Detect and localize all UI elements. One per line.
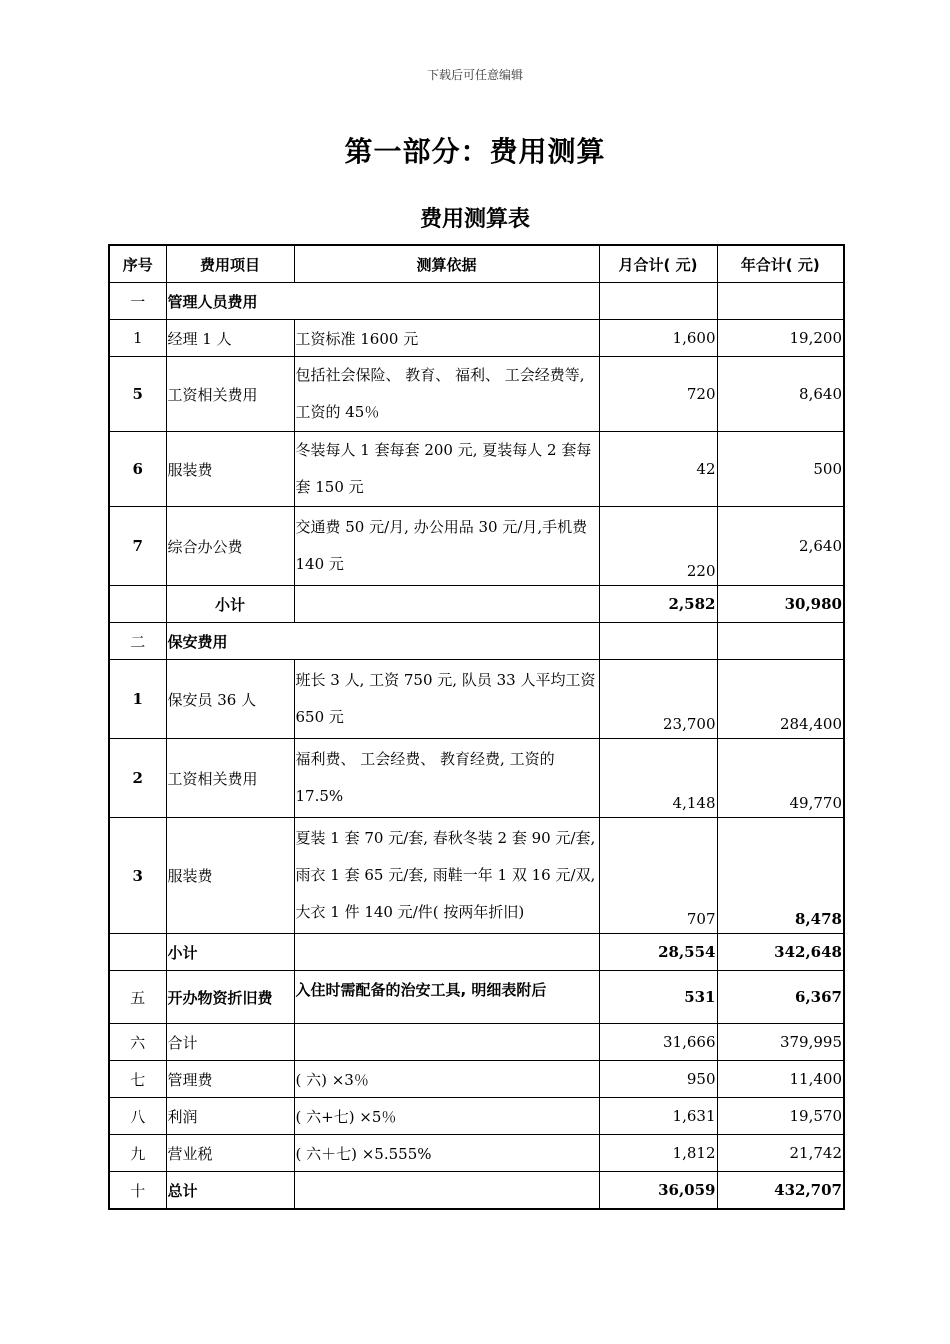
row-seq: 九	[109, 1135, 166, 1172]
row-seq: 3	[109, 818, 166, 934]
row-basis: ( 六＋七) ×5.555%	[294, 1135, 599, 1172]
row-seq: 2	[109, 739, 166, 818]
row-year: 49,770	[717, 739, 844, 818]
header-row	[109, 245, 844, 283]
row-month: 1,812	[599, 1135, 717, 1172]
row-item: 总计	[166, 1172, 294, 1210]
row-month: 1,631	[599, 1098, 717, 1135]
row-item: 合计	[166, 1024, 294, 1061]
empty-cell	[109, 934, 166, 971]
row-seq: 6	[109, 432, 166, 507]
table-row	[109, 320, 844, 357]
empty-cell	[599, 283, 717, 320]
row-item: 营业税	[166, 1135, 294, 1172]
row-item: 服装费	[166, 818, 294, 934]
subtotal-year: 342,648	[717, 934, 844, 971]
row-seq: 十	[109, 1172, 166, 1210]
section-label: 管理人员费用	[166, 283, 599, 320]
row-year: 11,400	[717, 1061, 844, 1098]
row-basis	[294, 1172, 599, 1210]
document-title: 第一部分：费用测算	[344, 135, 606, 168]
row-item: 综合办公费	[166, 507, 294, 586]
section-seq: 一	[109, 283, 166, 320]
section-label: 保安费用	[166, 623, 599, 660]
header-month: 月合计( 元)	[599, 245, 717, 283]
empty-cell	[294, 586, 599, 623]
table-row	[109, 1098, 844, 1135]
empty-cell	[717, 283, 844, 320]
total-row	[109, 1172, 844, 1210]
row-item: 服装费	[166, 432, 294, 507]
row-year: 284,400	[717, 660, 844, 739]
subtotal-row	[109, 586, 844, 623]
row-month: 531	[599, 971, 717, 1024]
subtotal-month: 28,554	[599, 934, 717, 971]
row-year: 6,367	[717, 971, 844, 1024]
subtotal-month: 2,582	[599, 586, 717, 623]
row-month: 1,600	[599, 320, 717, 357]
watermark-text: 下载后可任意编辑	[426, 68, 523, 82]
cost-estimate-table	[108, 244, 845, 1210]
row-basis: 夏装 1 套 70 元/套, 春秋冬装 2 套 90 元/套, 雨衣 1 套 65 元/套, 雨鞋一年 1 双 16 元/双, 大衣 1 件 140 元/件( 按两年折旧)	[294, 818, 599, 934]
section-row	[109, 283, 844, 320]
header-seq: 序号	[109, 245, 166, 283]
row-seq: 六	[109, 1024, 166, 1061]
subtotal-label: 小计	[166, 934, 294, 971]
row-seq: 7	[109, 507, 166, 586]
row-year: 2,640	[717, 507, 844, 586]
row-basis: ( 六) ×3％	[294, 1061, 599, 1098]
table-row	[109, 1024, 844, 1061]
row-basis: 福利费、 工会经费、 教育经费, 工资的 17.5%	[294, 739, 599, 818]
empty-cell	[109, 586, 166, 623]
table-row	[109, 507, 844, 586]
row-month: 36,059	[599, 1172, 717, 1210]
section-seq: 二	[109, 623, 166, 660]
table-row	[109, 971, 844, 1024]
table-row	[109, 818, 844, 934]
subtotal-row	[109, 934, 844, 971]
row-item: 开办物资折旧费	[166, 971, 294, 1024]
row-month: 4,148	[599, 739, 717, 818]
row-seq: 1	[109, 320, 166, 357]
row-basis: 工资标准 1600 元	[294, 320, 599, 357]
row-item: 管理费	[166, 1061, 294, 1098]
row-month: 720	[599, 357, 717, 432]
row-seq: 1	[109, 660, 166, 739]
header-item: 费用项目	[166, 245, 294, 283]
header-year: 年合计( 元)	[717, 245, 844, 283]
section-row	[109, 623, 844, 660]
row-month: 31,666	[599, 1024, 717, 1061]
row-item: 工资相关费用	[166, 357, 294, 432]
row-basis: ( 六+七) ×5％	[294, 1098, 599, 1135]
row-seq: 八	[109, 1098, 166, 1135]
row-item: 经理 1 人	[166, 320, 294, 357]
table-row	[109, 660, 844, 739]
row-seq: 5	[109, 357, 166, 432]
row-year: 21,742	[717, 1135, 844, 1172]
table-row	[109, 357, 844, 432]
row-year: 19,570	[717, 1098, 844, 1135]
row-year: 379,995	[717, 1024, 844, 1061]
row-seq: 七	[109, 1061, 166, 1098]
subtotal-year: 30,980	[717, 586, 844, 623]
row-year: 19,200	[717, 320, 844, 357]
row-item: 保安员 36 人	[166, 660, 294, 739]
row-month: 950	[599, 1061, 717, 1098]
row-year: 8,640	[717, 357, 844, 432]
row-month: 707	[599, 818, 717, 934]
empty-cell	[717, 623, 844, 660]
table-row	[109, 432, 844, 507]
table-title: 费用测算表	[419, 207, 530, 232]
empty-cell	[599, 623, 717, 660]
header-basis: 测算依据	[294, 245, 599, 283]
row-basis: 班长 3 人, 工资 750 元, 队员 33 人平均工资 650 元	[294, 660, 599, 739]
row-basis: 入住时需配备的治安工具, 明细表附后	[294, 971, 599, 1024]
row-basis: 交通费 50 元/月, 办公用品 30 元/月,手机费 140 元	[294, 507, 599, 586]
row-year: 500	[717, 432, 844, 507]
row-month: 42	[599, 432, 717, 507]
row-item: 利润	[166, 1098, 294, 1135]
row-basis	[294, 1024, 599, 1061]
table-row	[109, 739, 844, 818]
row-item: 工资相关费用	[166, 739, 294, 818]
row-basis: 包括社会保险、 教育、 福利、 工会经费等,工资的 45％	[294, 357, 599, 432]
row-year: 8,478	[717, 818, 844, 934]
row-month: 220	[599, 507, 717, 586]
table-row	[109, 1061, 844, 1098]
empty-cell	[294, 934, 599, 971]
row-seq: 五	[109, 971, 166, 1024]
row-year: 432,707	[717, 1172, 844, 1210]
row-basis: 冬装每人 1 套每套 200 元, 夏装每人 2 套每套 150 元	[294, 432, 599, 507]
row-month: 23,700	[599, 660, 717, 739]
subtotal-label: 小计	[166, 586, 294, 623]
table-row	[109, 1135, 844, 1172]
